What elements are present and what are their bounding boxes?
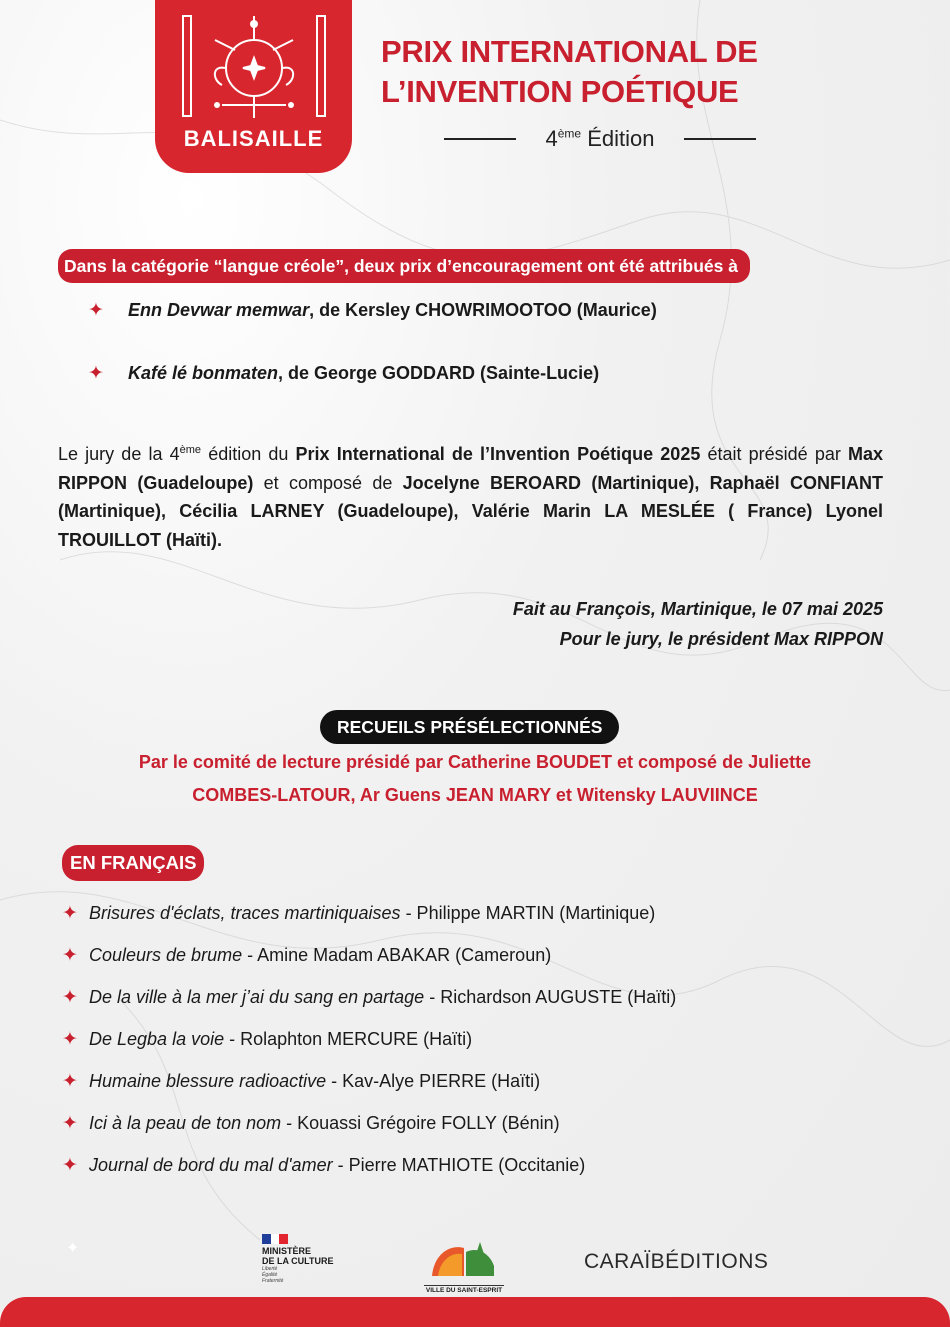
list-item: ✦ De Legba la voie - Rolaphton MERCURE (Haïti) (62, 1024, 676, 1066)
list-item: ✦ Ici à la peau de ton nom - Kouassi Grégoire FOLLY (Bénin) (62, 1108, 676, 1150)
award-item: ✦ Enn Devwar memwar, de Kersley CHOWRIMOOTOO (Maurice) (88, 300, 657, 321)
creole-category-banner: Dans la catégorie “langue créole”, deux prix d’encouragement ont été attribués à (58, 249, 750, 283)
french-flag-icon (262, 1234, 288, 1244)
veve-emblem-icon (177, 10, 331, 125)
star-bullet-icon: ✦ (62, 1071, 78, 1092)
title-line-2: L’INVENTION POÉTIQUE (381, 74, 739, 109)
balisaille-logo (155, 0, 352, 173)
french-preselection-list (62, 898, 676, 1192)
star-bullet-icon: ✦ (88, 363, 104, 384)
saint-esprit-emblem-icon (424, 1236, 504, 1280)
preselection-banner: RECUEILS PRÉSÉLECTIONNÉS (320, 710, 619, 744)
edition-text: 4ème Édition (545, 126, 655, 151)
star-bullet-icon: ✦ (62, 1113, 78, 1134)
edition-label (444, 124, 756, 154)
french-section-banner: EN FRANÇAIS (62, 845, 204, 881)
title-line-1: PRIX INTERNATIONAL DE (381, 34, 758, 69)
award-item: ✦ Kafé lé bonmaten, de George GODDARD (Sainte-Lucie) (88, 363, 600, 384)
edition-rule-right (684, 138, 756, 140)
star-bullet-icon: ✦ (88, 300, 104, 321)
list-item: ✦ Journal de bord du mal d'amer - Pierre MATHIOTE (Occitanie) (62, 1150, 676, 1192)
star-bullet-icon: ✦ (62, 1029, 78, 1050)
star-bullet-icon: ✦ (62, 945, 78, 966)
star-bullet-icon: ✦ (62, 1155, 78, 1176)
saint-esprit-logo: VILLE DU SAINT-ESPRIT (424, 1236, 504, 1294)
list-item: ✦ Brisures d'éclats, traces martiniquaises - Philippe MARTIN (Martinique) (62, 898, 676, 940)
page-title (381, 32, 841, 112)
edition-rule-left (444, 138, 516, 140)
logo-name: BALISAILLE (183, 126, 324, 151)
caraibeditions-logo: CARAÏBÉDITIONS (584, 1250, 769, 1273)
ministere-culture-logo: MINISTÈRE DE LA CULTURE Liberté Égalité Fraternité (262, 1234, 334, 1284)
list-item: ✦ Couleurs de brume - Amine Madam ABAKAR (Cameroun) (62, 940, 676, 982)
reading-committee-text: Par le comité de lecture présidé par Catherine BOUDET et composé de Juliette COMBES-LATOUR, Ar Guens JEAN MARY et Witensky LAUVIINCE (138, 752, 812, 805)
star-bullet-icon: ✦ (62, 903, 78, 924)
list-item: ✦ De la ville à la mer j’ai du sang en partage - Richardson AUGUSTE (Haïti) (62, 982, 676, 1024)
jury-paragraph: Le jury de la 4ème édition du Prix International de l’Invention Poétique 2025 était présidé par Max RIPPON (Guadeloupe) et composé de Jocelyne BEROARD (Martinique), Raphaël CONFIANT (Martinique), Cécilia LARNEY (Guadeloupe), Valérie Marin LA MESLÉE ( France) Lyonel TROUILLOT (Haïti). (58, 444, 883, 550)
signature-president: Pour le jury, le président Max RIPPON (559, 629, 883, 649)
signature-place-date: Fait au François, Martinique, le 07 mai 2025 (512, 599, 883, 619)
list-item: ✦ Humaine blessure radioactive - Kav-Alye PIERRE (Haïti) (62, 1066, 676, 1108)
sparkle-icon: ✦ (66, 1240, 80, 1257)
star-bullet-icon: ✦ (62, 987, 78, 1008)
signature-block (513, 594, 883, 654)
bottom-decorative-bar (0, 1297, 950, 1327)
